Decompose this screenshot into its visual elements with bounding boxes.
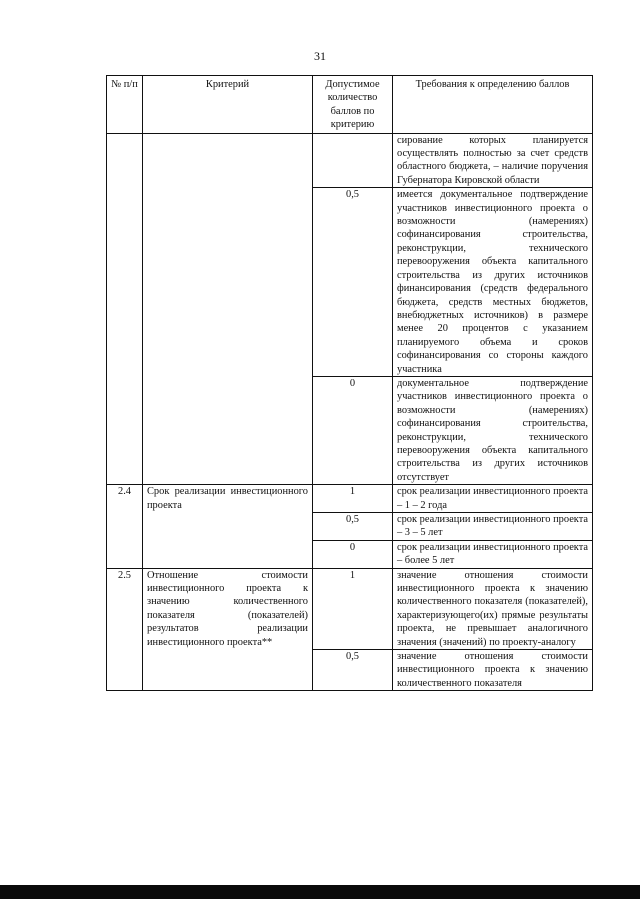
score-cell: [313, 133, 393, 188]
criteria-table: [106, 75, 593, 691]
score-cell: 1: [313, 568, 393, 649]
requirement-cell: срок реализации инвестиционного проекта – более 5 лет: [393, 540, 593, 568]
row-number-cell: 2.5: [107, 568, 143, 691]
score-cell: 0,5: [313, 650, 393, 691]
header-requirements: Требования к определению баллов: [393, 76, 593, 134]
requirement-cell: значение отношения стоимости инвестиционного проекта к значению количественного показателя: [393, 650, 593, 691]
row-number-cell: 2.4: [107, 485, 143, 568]
scan-edge-bar: [0, 885, 640, 899]
score-cell: 0,5: [313, 513, 393, 541]
criterion-cell: [143, 133, 313, 485]
requirement-cell: сирование которых планируется осуществлять полностью за счет средств областного бюджета, – наличие поручения Губернатора Кировской области: [393, 133, 593, 188]
row-number-cell: [107, 133, 143, 485]
score-cell: 0: [313, 540, 393, 568]
table-row: [107, 568, 593, 649]
header-score: Допустимое количество баллов по критерию: [313, 76, 393, 134]
header-criterion: Критерий: [143, 76, 313, 134]
table-header-row: [107, 76, 593, 134]
score-cell: 0,5: [313, 188, 393, 377]
score-cell: 0: [313, 376, 393, 484]
criterion-cell: Срок реализации инвестиционного проекта: [143, 485, 313, 568]
table-row: [107, 133, 593, 188]
table-row: [107, 485, 593, 513]
requirement-cell: срок реализации инвестиционного проекта – 1 – 2 года: [393, 485, 593, 513]
requirement-cell: документальное подтверждение участников инвестиционного проекта о возможности (намерениях) софинансирования строительства, реконструкции, технического перевооружения объекта капитального строительства из других источников отсутствует: [393, 376, 593, 484]
page-number: 31: [314, 49, 326, 63]
score-cell: 1: [313, 485, 393, 513]
header-number: № п/п: [107, 76, 143, 134]
requirement-cell: имеется документальное подтверждение участников инвестиционного проекта о возможности (намерениях) софинансирования строительства, реконструкции, технического перевооружения объекта капитального строительства из других источников финансирования (средств федерального бюджета, средств местных бюджетов, внебюджетных источников) в размере менее 20 процентов с указанием планируемого объема и сроков софинансирования со стороны каждого участника: [393, 188, 593, 377]
requirement-cell: значение отношения стоимости инвестиционного проекта к значению количественного показателя (показателей), характеризующего(их) прямые результаты проекта, не превышает аналогичного значения (значений) по проекту-аналогу: [393, 568, 593, 649]
requirement-cell: срок реализации инвестиционного проекта – 3 – 5 лет: [393, 513, 593, 541]
criterion-cell: Отношение стоимости инвестиционного проекта к значению количественного показателя (показателей) результатов реализации инвестиционного проекта**: [143, 568, 313, 691]
